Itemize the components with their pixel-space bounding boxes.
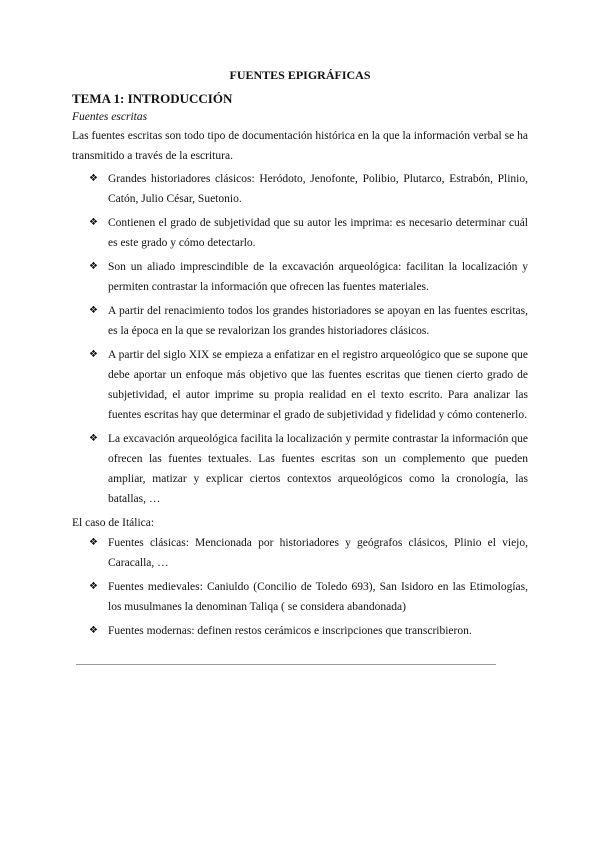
list-item — [72, 533, 528, 573]
bullet-list — [72, 169, 528, 509]
diamond-bullet-icon: ❖ — [89, 625, 98, 636]
list-item-text: Fuentes clásicas: Mencionada por historiadores y geógrafos clásicos, Plinio el viejo, Caracalla, … — [108, 537, 528, 569]
diamond-bullet-icon: ❖ — [89, 537, 98, 548]
diamond-bullet-icon: ❖ — [89, 349, 98, 360]
diamond-bullet-icon: ❖ — [89, 173, 98, 184]
list-item-text: Grandes historiadores clásicos: Heródoto, Jenofonte, Polibio, Plutarco, Estrabón, Plinio, Catón, Julio César, Suetonio. — [108, 173, 528, 205]
list-item — [72, 621, 528, 641]
diamond-bullet-icon: ❖ — [89, 261, 98, 272]
italica-intro: El caso de Itálica: — [72, 517, 155, 529]
diamond-bullet-icon: ❖ — [89, 217, 98, 228]
diamond-bullet-icon: ❖ — [89, 305, 98, 316]
diamond-bullet-icon: ❖ — [89, 433, 98, 444]
list-item-text: La excavación arqueológica facilita la localización y permite contrastar la información que ofrecen las fuentes textuales. Las fuentes escritas son un complemento que pueden ampliar, matizar y explicar ciertos contextos arqueológicos como la cronología, las batallas, … — [108, 433, 528, 505]
list-item-text: A partir del siglo XIX se empieza a enfatizar en el registro arqueológico que se supone que debe aportar un enfoque más objetivo que las fuentes escritas que tienen cierto grado de subjetividad, el autor imprime su propia realidad en el texto escrito. Para analizar las fuentes escritas hay que determinar el grado de subjetividad y fidelidad y cómo contenerlo. — [108, 349, 528, 421]
list-item — [72, 301, 528, 341]
list-item-text: Son un aliado imprescindible de la excavación arqueológica: facilitan la localización y permiten contrastar la información que ofrecen las fuentes materiales. — [108, 261, 528, 293]
list-item-text: A partir del renacimiento todos los grandes historiadores se apoyan en las fuentes escritas, es la época en la que se revalorizan los grandes historiadores clásicos. — [108, 305, 528, 337]
list-item — [72, 257, 528, 297]
list-item-text: Contienen el grado de subjetividad que su autor les imprima: es necesario determinar cuál es este grado y cómo detectarlo. — [108, 217, 528, 249]
subheading: Fuentes escritas — [72, 111, 148, 123]
italica-bullet-list — [72, 533, 528, 641]
list-item-text: Fuentes modernas: definen restos cerámicos e inscripciones que transcribieron. — [108, 625, 472, 637]
document-body — [72, 68, 528, 645]
section-heading: TEMA 1: INTRODUCCIÓN — [72, 91, 233, 106]
diamond-bullet-icon: ❖ — [89, 581, 98, 592]
horizontal-divider — [76, 664, 496, 665]
list-item — [72, 345, 528, 425]
list-item — [72, 429, 528, 509]
list-item-text: Fuentes medievales: Caniuldo (Concilio de Toledo 693), San Isidoro en las Etimologías, los musulmanes la denominan Taliqa ( se considera abandonada) — [108, 581, 528, 613]
document-title: FUENTES EPIGRÁFICAS — [229, 68, 371, 82]
intro-paragraph: Las fuentes escritas son todo tipo de documentación histórica en la que la información verbal se ha transmitido a través de la escritura. — [72, 130, 528, 162]
list-item — [72, 213, 528, 253]
list-item — [72, 169, 528, 209]
list-item — [72, 577, 528, 617]
